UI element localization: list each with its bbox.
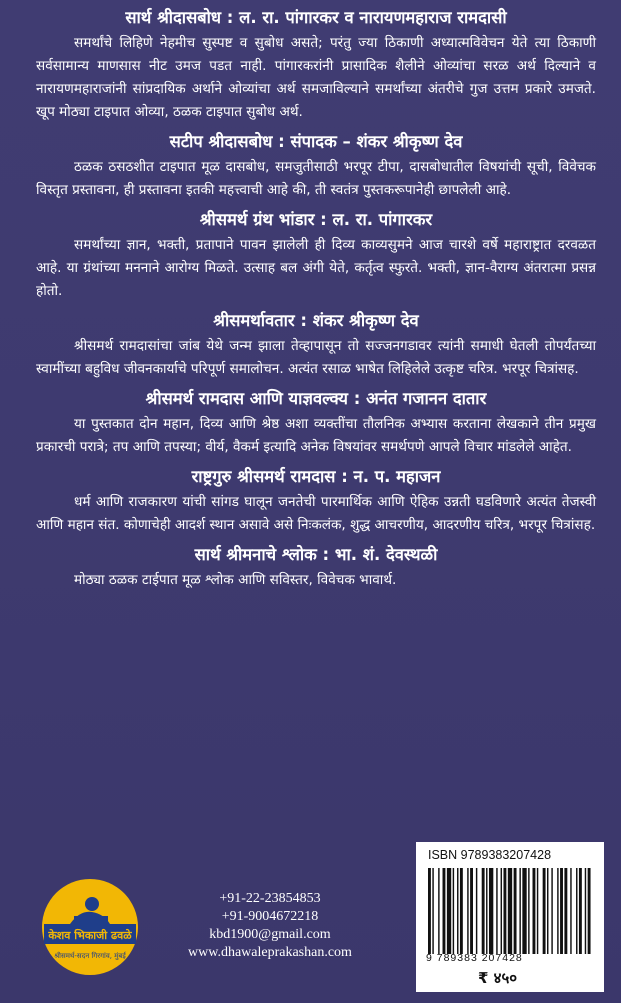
logo-name-text: केशव भिकाजी ढवळे [48,929,132,942]
barcode-bar [537,868,538,954]
barcode-bar [501,868,502,954]
phone-1: +91-22-23854853 [219,891,321,906]
barcode-bar [551,868,552,954]
barcode-bar [533,868,536,954]
barcode-bar [564,868,567,954]
book-heading: राष्ट्रगुरु श्रीसमर्थ रामदास : न. प. महाजन [191,467,441,486]
price: ₹ ४५० [478,969,518,987]
book-entry [36,543,596,592]
barcode-icon [428,868,592,954]
book-entry [36,309,596,381]
book-description: श्रीसमर्थ रामदासांचा जांब येथे जन्म झाला तेव्हापासून तो सज्जनगडावर त्यांनी समाधी घेतली तोपर्यंतच्या स्वामींच्या बहुविध जीवनकार्याचे परिपूर्ण समालोचन. अत्यंत रसाळ भाषेत लिहिलेले उत्कृष्ट चरित्र. भरपूर चित्रांसह. [36,338,596,377]
book-description: धर्म आणि राजकारण यांची सांगड घालून जनतेची पारमार्थिक आणि ऐहिक उन्नती घडविणारे अत्यंत तेजस्वी आणि महान संत. कोणाचेही आदर्श स्थान असावे असे निःकलंक, शुद्ध आचरणीय, आदरणीय चरित्र, भरपूर चित्रांसह. [36,494,596,533]
barcode-bar [588,868,591,954]
barcode-bar [447,868,451,954]
barcode-bar [438,868,439,954]
barcode-bar [486,868,487,954]
book-entry [36,387,596,459]
book-heading: सटीप श्रीदासबोध : संपादक – शंकर श्रीकृष्ण देव [169,132,463,151]
book-entry [36,208,596,303]
book-entry [36,130,596,202]
barcode-bar [547,868,548,954]
book-description: मोठ्या ठळक टाईपात मूळ श्लोक आणि सविस्तर, विवेचक भावार्थ. [74,572,397,588]
barcode-bar [443,868,446,954]
barcode-bar [432,868,433,954]
barcode-bar [508,868,512,954]
barcode-bar [453,868,454,954]
barcode-bar [482,868,485,954]
barcode-bar [560,868,563,954]
book-list [36,6,596,598]
book-heading: सार्थ श्रीमनाचे श्लोक : भा. शं. देवस्थळी [194,545,438,564]
barcode-digits: 9 789383 207428 [426,952,523,964]
barcode-bar [457,868,458,954]
barcode-box [416,842,604,992]
isbn-label: ISBN 9789383207428 [428,848,552,862]
barcode-bar [470,868,473,954]
book-description: ठळक ठसठशीत टाइपात मूळ दासबोध, समजुतीसाठी भरपूर टीपा, दासबोधातील विषयांची सूची, विवेचक विस्तृत प्रस्तावना, ही प्रस्तावना इतकी महत्त्वाची आहे की, ती स्वतंत्र पुस्तकरूपानेही छापलेली आहे. [36,159,596,198]
book-description: समर्थांच्या ज्ञान, भक्ती, प्रतापाने पावन झालेली ही दिव्य काव्यसुमने आज चारशे वर्षे महाराष्ट्रात दरवळत आहे. या ग्रंथांच्या मननाने आरोग्य मिळते. उत्साह बल अंगी येते, कर्तृत्व स्फुरते. भक्ती, ज्ञान-वैराग्य अंतरात्मा प्रसन्न होतो. [36,237,596,299]
barcode-bar [570,868,571,954]
book-description: या पुस्तकात दोन महान, दिव्य आणि श्रेष्ठ अशा व्यक्तींचा तौलनिक अभ्यास करताना लेखकाने तीन प्रमुख प्रकारची परात्रे; तप आणि तपस्या; वीर्य, वैकर्म इत्यादि अनेक विषयांवर समर्थपणे आपले विचार मांडलेले आहेत. [36,416,596,455]
barcode-bar [519,868,520,954]
barcode-bar [585,868,586,954]
barcode-bar [543,868,546,954]
book-heading: श्रीसमर्थ ग्रंथ भांडार : ल. रा. पांगारकर [199,210,433,229]
barcode-bar [522,868,526,954]
publisher-logo-icon [40,872,140,982]
book-heading: सार्थ श्रीदासबोध : ल. रा. पांगारकर व नारायणमहाराज रामदासी [125,8,507,27]
book-heading: श्रीसमर्थ रामदास आणि याज्ञवल्क्य : अनंत गजानन दातार [145,389,487,408]
barcode-bar [557,868,558,954]
book-entry [36,6,596,124]
barcode-bar [496,868,497,954]
barcode-bar [489,868,493,954]
barcode-bar [460,868,463,954]
email: kbd1900@gmail.com [209,927,331,942]
barcode-bar [528,868,529,954]
phone-2: +91-9004672218 [221,909,319,924]
website: www.dhawaleprakashan.com [188,945,352,960]
book-heading: श्रीसमर्थावतार : शंकर श्रीकृष्ण देव [213,311,419,330]
logo-sub-text: श्रीसमर्थ-सदन गिरगांव, मुंबई [54,952,126,960]
contact-info [160,890,380,962]
book-entry [36,465,596,537]
barcode-bar [476,868,477,954]
barcode-bar [467,868,468,954]
barcode-bar [503,868,506,954]
barcode-bar [428,868,431,954]
barcode-bar [579,868,582,954]
publisher-logo [40,872,140,982]
book-description: समर्थांचे लिहिणे नेहमीच सुस्पष्ट व सुबोध असते; परंतु ज्या ठिकाणी अध्यात्मविवेचन येते त्या ठिकाणी सर्वसामान्य माणसास नीट उमज पडत नाही. पांगारकरांनी प्रासादिक शैलीने ओव्यांचा सरळ अर्थ दिल्याने व नारायणमहाराजांनी सांप्रदायिक अर्थाने ओव्यांचा अर्थ समजाविल्याने समर्थांच्या अंतरीचे गुज उत्तम प्रकारे उमजते. खूप मोठ्या टाइपात ओव्या, ठळक टाइपात सुबोध अर्थ. [36,35,596,120]
barcode-bar [576,868,577,954]
barcode-bar [514,868,517,954]
